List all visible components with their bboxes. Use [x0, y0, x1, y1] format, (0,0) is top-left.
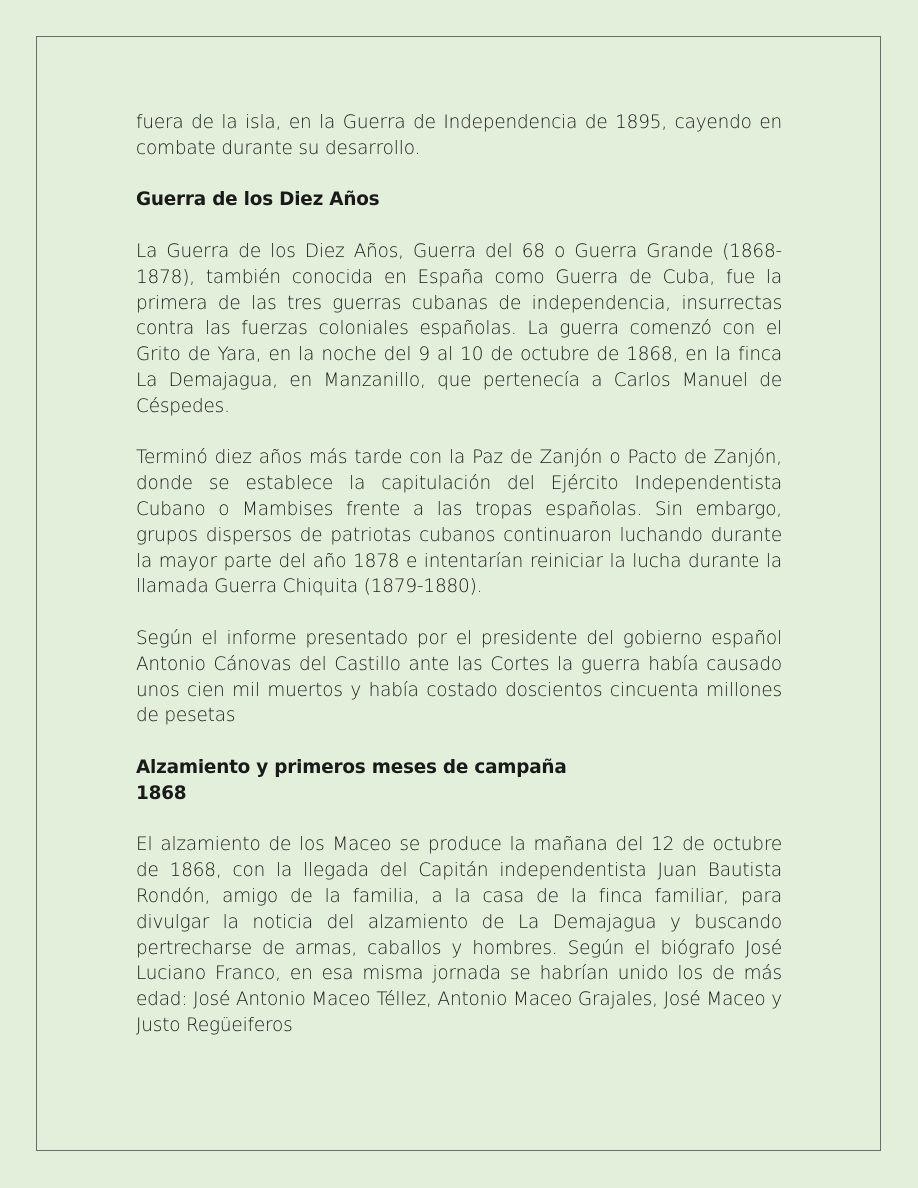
paragraph-spacer [136, 213, 782, 239]
paragraph-spacer [136, 600, 782, 626]
ten-years-war-paragraph-3: Según el informe presentado por el presidente del gobierno español Antonio Cánovas del Castillo ante las Cortes la guerra había causado unos cien mil muertos y había costado doscientos cincuenta millones de pesetas [136, 627, 782, 727]
section-heading-ten-years-war: Guerra de los Diez Años [136, 189, 380, 211]
ten-years-war-paragraph-2: Terminó diez años más tarde con la Paz de Zanjón o Pacto de Zanjón, donde se establece la capitulación del Ejército Independentista Cubano o Mambises frente a las tropas españolas. Sin embargo, grupos dispersos de patriotas cubanos continuaron luchando durante la mayor parte del año 1878 e intentarían reiniciar la lucha durante la llamada Guerra Chiquita (1879-1880). [136, 447, 782, 598]
section-heading-uprising: Alzamiento y primeros meses de campaña [136, 756, 567, 778]
ten-years-war-paragraph-1: La Guerra de los Diez Años, Guerra del 68 o Guerra Grande (1868-1878), también conocida en España como Guerra de Cuba, fue la primera de las tres guerras cubanas de independencia, insurrectas contra las fuerzas coloniales españolas. La guerra comenzó con el Grito de Yara, en la noche del 9 al 10 de octubre de 1868, en la finca La Demajagua, en Manzanillo, que pertenecía a Carlos Manuel de Céspedes. [136, 240, 782, 417]
document-body [136, 110, 782, 1039]
paragraph-spacer [136, 729, 782, 755]
paragraph-spacer [136, 162, 782, 188]
paragraph-spacer [136, 807, 782, 833]
section-heading-uprising-year: 1868 [136, 782, 187, 804]
uprising-paragraph-1: El alzamiento de los Maceo se produce la mañana del 12 de octubre de 1868, con la llegada del Capitán independentista Juan Bautista Rondón, amigo de la familia, a la casa de la finca familiar, para divulgar la noticia del alzamiento de La Demajagua y buscando pertrecharse de armas, caballos y hombres. Según el biógrafo José Luciano Franco, en esa misma jornada se habrían unido los de más edad: José Antonio Maceo Téllez, Antonio Maceo Grajales, José Maceo y Justo Regüeiferos [136, 834, 782, 1036]
intro-continuation-paragraph: fuera de la isla, en la Guerra de Independencia de 1895, cayendo en combate durante su desarrollo. [136, 112, 782, 159]
paragraph-spacer [136, 420, 782, 446]
